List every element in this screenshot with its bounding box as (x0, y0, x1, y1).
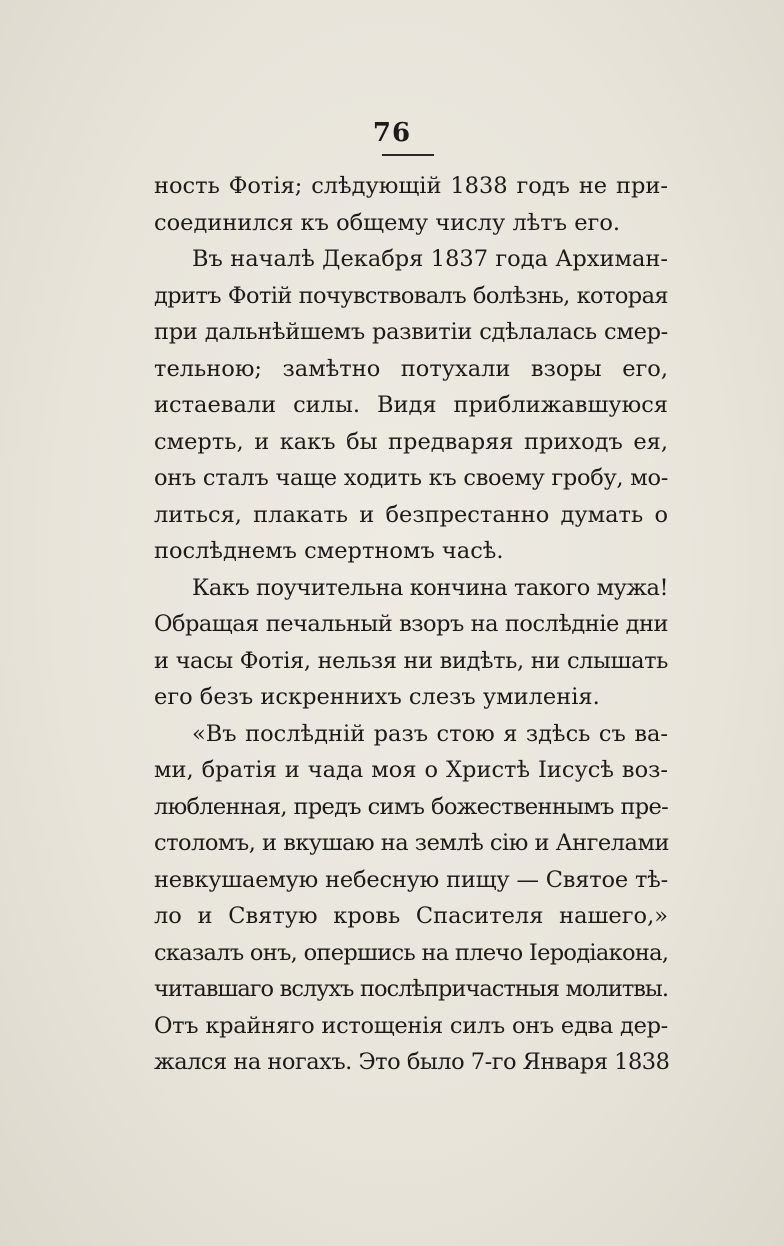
text-line: Отъ крайняго истощенія силъ онъ едва дер- (154, 1012, 668, 1039)
text-line: литься, плакать и безпрестанно думать о (154, 501, 668, 528)
page-body-text (154, 168, 668, 1081)
text-line: любленная, предъ симъ божественнымъ пре- (154, 793, 668, 820)
text-line: его безъ искреннихъ слезъ умиленія. (154, 684, 600, 710)
text-line: послѣднемъ смертномъ часѣ. (154, 538, 504, 564)
text-line: жался на ногахъ. Это было 7-го Января 1838 (154, 1049, 670, 1075)
text-line: соединился къ общему числу лѣтъ его. (154, 209, 621, 236)
text-line: дритъ Фотій почувствовалъ болѣзнь, которая (154, 282, 668, 309)
text-line: столомъ, и вкушаю на землѣ сію и Ангелами (154, 830, 669, 856)
text-line: онъ сталъ чаще ходить къ своему гробу, мо- (154, 465, 668, 491)
text-line: смерть, и какъ бы предваряя приходъ ея, (154, 428, 668, 455)
text-line: ность Фотія; слѣдующій 1838 годъ не при- (154, 173, 668, 199)
text-line: читавшаго вслухъ послѣпричастныя молитвы. (154, 976, 668, 1002)
text-line: ло и Святую кровь Спасителя нашего,» (154, 903, 668, 929)
text-line: истаевали силы. Видя приближавшуюся (154, 392, 668, 418)
text-line: Какъ поучительна кончина такого мужа! (192, 574, 668, 601)
text-line: при дальнѣйшемъ развитіи сдѣлалась смер- (154, 319, 668, 345)
text-line: невкушаемую небесную пищу — Святое тѣ- (154, 866, 668, 893)
text-line: Обращая печальный взоръ на послѣдніе дни (154, 611, 668, 637)
text-line: и часы Фотія, нельзя ни видѣть, ни слышать (154, 647, 668, 674)
header-rule (382, 154, 434, 156)
page-number: 76 (372, 118, 412, 148)
text-line: Въ началѣ Декабря 1837 года Архиман- (192, 246, 668, 272)
text-line: тельною; замѣтно потухали взоры его, (154, 355, 668, 382)
text-line: «Въ послѣдній разъ стою я здѣсь съ ва- (192, 720, 668, 747)
text-line: сказалъ онъ, опершись на плечо Іеродіакона, (154, 939, 669, 966)
text-line: ми, братія и чада моя о Христѣ Іисусѣ воз- (154, 757, 668, 783)
